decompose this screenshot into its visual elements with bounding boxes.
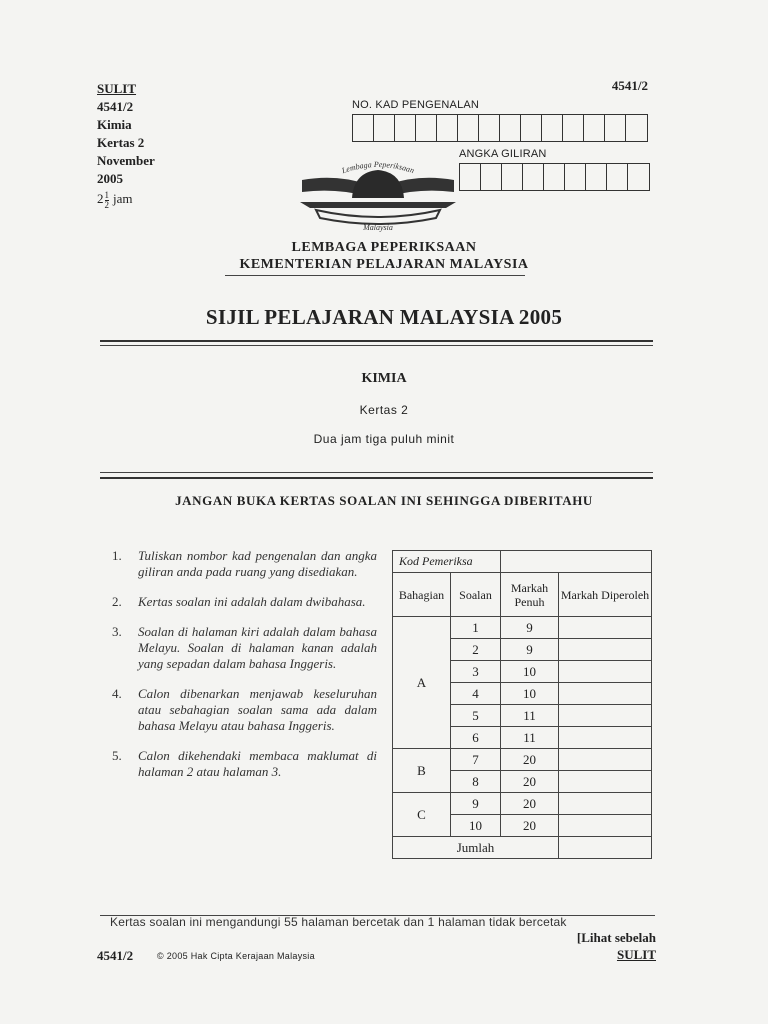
instruction-item: 5. Calon dikehendaki membaca maklumat di halaman 2 atau halaman 3. — [112, 748, 377, 779]
paper-number: Kertas 2 — [97, 135, 145, 150]
instruction-item: 2. Kertas soalan ini adalah dalam dwibahasa. — [112, 594, 366, 609]
marks-obtained-cell[interactable] — [559, 749, 652, 771]
question-number: 10 — [451, 815, 501, 837]
question-number: 1 — [451, 617, 501, 639]
footer-paper-code: 4541/2 — [97, 948, 134, 963]
marks-obtained-cell[interactable] — [559, 727, 652, 749]
organisation-line-2: KEMENTERIAN PELAJARAN MALAYSIA — [239, 257, 529, 272]
marks-obtained-cell[interactable] — [559, 683, 652, 705]
paper-heading: Kertas 2 — [359, 403, 409, 417]
svg-text:Lembaga Peperiksaan: Lembaga Peperiksaan — [340, 159, 416, 176]
turn-over-note: [Lihat sebelah — [576, 930, 656, 945]
page-count-note: Kertas soalan ini mengandungi 55 halaman bercetak dan 1 halaman tidak bercetak — [110, 915, 567, 929]
section-a: A — [393, 617, 451, 749]
instruction-item: 1. Tuliskan nombor kad pengenalan dan angka giliran anda pada ruang yang disediakan. — [112, 548, 377, 579]
exam-duration: 2 $\frac{1}{2}$ jam — [97, 189, 133, 210]
full-marks: 10 — [501, 661, 559, 683]
question-number: 3 — [451, 661, 501, 683]
header-question: Soalan — [451, 573, 501, 617]
full-marks: 11 — [501, 705, 559, 727]
title-rule-bottom — [100, 345, 653, 346]
instructions-list — [112, 548, 377, 794]
marks-obtained-cell[interactable] — [559, 661, 652, 683]
full-marks: 10 — [501, 683, 559, 705]
instruction-item: 3. Soalan di halaman kiri adalah dalam bahasa Melayu. Soalan di halaman kanan adalah yang sepadan dalam bahasa Inggeris. — [112, 624, 377, 671]
question-number: 8 — [451, 771, 501, 793]
ic-number-label: NO. KAD PENGENALAN — [352, 99, 480, 111]
total-label: Jumlah — [393, 837, 559, 859]
full-marks: 20 — [501, 793, 559, 815]
instruction-item: 4. Calon dibenarkan menjawab keseluruhan atau sebahagian soalan sama ada dalam bahasa Melayu atau bahasa Inggeris. — [112, 686, 377, 733]
section-c: C — [393, 793, 451, 837]
table-title: Kod Pemeriksa — [393, 551, 501, 573]
title-rule-top — [100, 340, 653, 342]
duration-text: Dua jam tiga puluh minit — [313, 432, 455, 446]
ic-number-boxes[interactable] — [352, 114, 648, 142]
warning-text: JANGAN BUKA KERTAS SOALAN INI SEHINGGA DIBERITAHU — [175, 493, 593, 508]
paper-code-top-right: 4541/2 — [611, 78, 648, 93]
header-marks-obtained: Markah Diperoleh — [559, 573, 652, 617]
organisation-line-1: LEMBAGA PEPERIKSAAN — [291, 240, 477, 255]
svg-text:Malaysia: Malaysia — [363, 223, 393, 232]
question-number: 2 — [451, 639, 501, 661]
marks-obtained-cell[interactable] — [559, 815, 652, 837]
marks-obtained-cell[interactable] — [559, 617, 652, 639]
full-marks: 20 — [501, 749, 559, 771]
index-number-label: ANGKA GILIRAN — [459, 148, 547, 160]
total-marks-cell[interactable] — [559, 837, 652, 859]
marks-obtained-cell[interactable] — [559, 793, 652, 815]
exam-month: November — [97, 153, 155, 168]
header-full-marks: Markah Penuh — [501, 573, 559, 617]
marks-obtained-cell[interactable] — [559, 771, 652, 793]
paper-code: 4541/2 — [97, 99, 134, 114]
org-underline — [225, 275, 525, 276]
examiner-marks-table — [392, 550, 652, 859]
full-marks: 11 — [501, 727, 559, 749]
exam-year: 2005 — [97, 171, 123, 186]
warning-rule-bottom — [100, 477, 653, 479]
warning-rule-top — [100, 472, 653, 473]
copyright-note: © 2005 Hak Cipta Kerajaan Malaysia — [157, 951, 315, 961]
full-marks: 9 — [501, 617, 559, 639]
subject-heading: KIMIA — [361, 371, 407, 386]
full-marks: 9 — [501, 639, 559, 661]
exam-title: SIJIL PELAJARAN MALAYSIA 2005 — [205, 305, 563, 329]
footer-classification: SULIT — [616, 947, 656, 962]
subject-name: Kimia — [97, 117, 132, 132]
section-b: B — [393, 749, 451, 793]
question-number: 6 — [451, 727, 501, 749]
marks-obtained-cell[interactable] — [559, 639, 652, 661]
lembaga-logo — [296, 152, 460, 232]
full-marks: 20 — [501, 815, 559, 837]
question-number: 7 — [451, 749, 501, 771]
question-number: 4 — [451, 683, 501, 705]
paper-details — [97, 80, 155, 210]
index-number-boxes[interactable] — [459, 163, 650, 191]
question-number: 5 — [451, 705, 501, 727]
classification-label: SULIT — [97, 81, 137, 96]
marks-obtained-cell[interactable] — [559, 705, 652, 727]
header-section: Bahagian — [393, 573, 451, 617]
full-marks: 20 — [501, 771, 559, 793]
question-number: 9 — [451, 793, 501, 815]
